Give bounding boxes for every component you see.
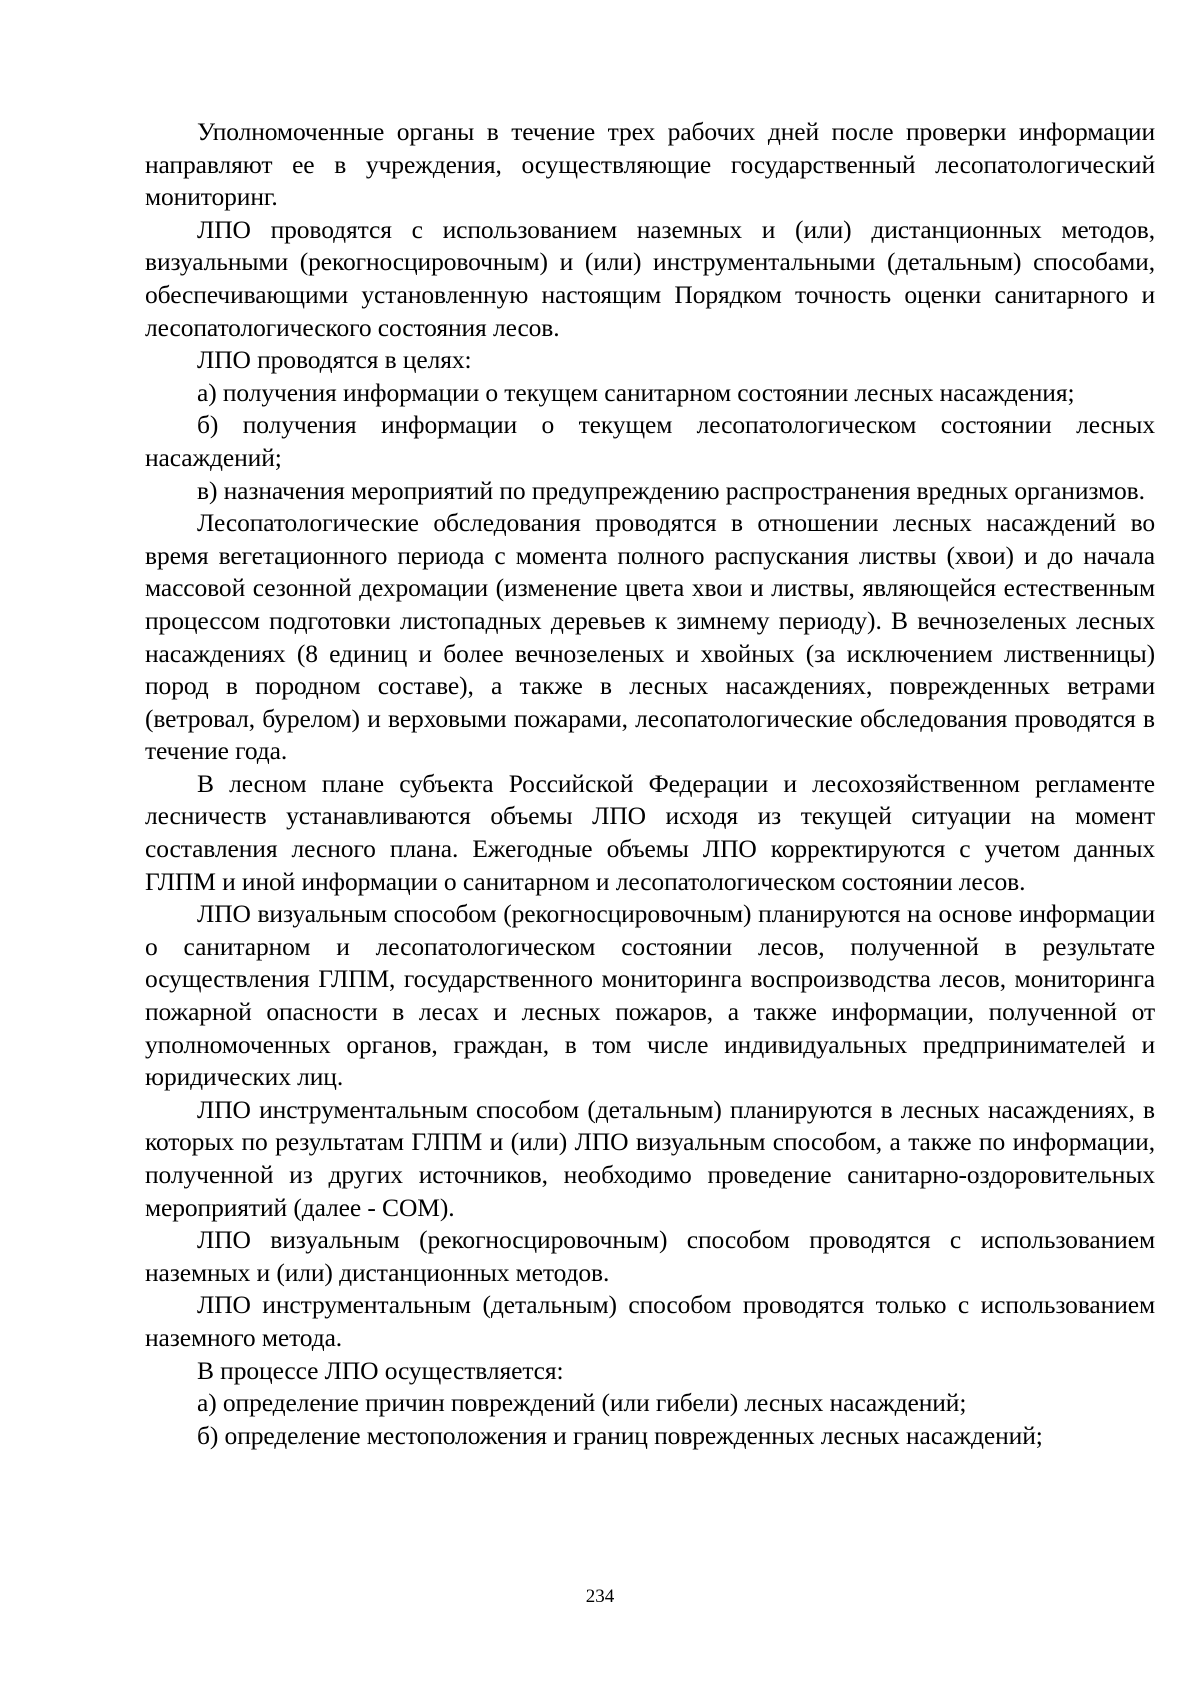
paragraph: Уполномоченные органы в течение трех рабочих дней после проверки информации направляют ее в учреждения, осуществляющие государственный лесопатологический мониторинг. [145,117,1155,212]
paragraph: ЛПО визуальным (рекогносцировочным) способом проводятся с использованием наземных и (или) дистанционных методов. [145,1225,1155,1287]
paragraph: Лесопатологические обследования проводятся в отношении лесных насаждений во время вегетационного периода с момента полного распускания листвы (хвои) и до начала массовой сезонной дехромации (изменение цвета хвои и листвы, являющейся естественным процессом подготовки листопадных деревьев к зимнему периоду). В вечнозеленых лесных насаждениях (8 единиц и более вечнозеленых и хвойных (за исключением лиственницы) пород в породном составе), а также в лесных насаждениях, поврежденных ветрами (ветровал, бурелом) и верховыми пожарами, лесопатологические обследования проводятся в течение года. [145,508,1155,766]
list-item: а) определение причин повреждений (или гибели) лесных насаждений; [197,1388,967,1418]
paragraph: В процессе ЛПО осуществляется: [197,1355,564,1385]
paragraph: ЛПО инструментальным способом (детальным) планируются в лесных насаждениях, в которых по результатам ГЛПМ и (или) ЛПО визуальным способом, а также по информации, полученной из других источников, необходимо проведение санитарно-оздоровительных мероприятий (далее - СОМ). [145,1094,1155,1222]
list-item: а) получения информации о текущем санитарном состоянии лесных насаждения; [197,377,1075,407]
paragraph: ЛПО проводятся с использованием наземных и (или) дистанционных методов, визуальными (рекогносцировочным) и (или) инструментальными (детальным) способами, обеспечивающими установленную настоящим Порядком точность оценки санитарного и лесопатологического состояния лесов. [145,214,1155,342]
paragraph: ЛПО проводятся в целях: [197,345,472,375]
list-item: в) назначения мероприятий по предупреждению распространения вредных организмов. [197,475,1145,505]
page-number: 234 [585,1586,615,1607]
document-body [145,116,1155,1452]
list-item: б) определение местоположения и границ поврежденных лесных насаждений; [197,1420,1043,1450]
list-item: б) получения информации о текущем лесопатологическом состоянии лесных насаждений; [145,410,1155,472]
paragraph: ЛПО визуальным способом (рекогносцировочным) планируются на основе информации о санитарном и лесопатологическом состоянии лесов, полученной в результате осуществления ГЛПМ, государственного мониторинга воспроизводства лесов, мониторинга пожарной опасности в лесах и лесных пожаров, а также информации, полученной от уполномоченных органов, граждан, в том числе индивидуальных предпринимателей и юридических лиц. [145,899,1155,1092]
paragraph: ЛПО инструментальным (детальным) способом проводятся только с использованием наземного метода. [145,1290,1155,1352]
paragraph: В лесном плане субъекта Российской Федерации и лесохозяйственном регламенте лесничеств устанавливаются объемы ЛПО исходя из текущей ситуации на момент составления лесного плана. Ежегодные объемы ЛПО корректируются с учетом данных ГЛПМ и иной информации о санитарном и лесопатологическом состоянии лесов. [145,768,1155,896]
